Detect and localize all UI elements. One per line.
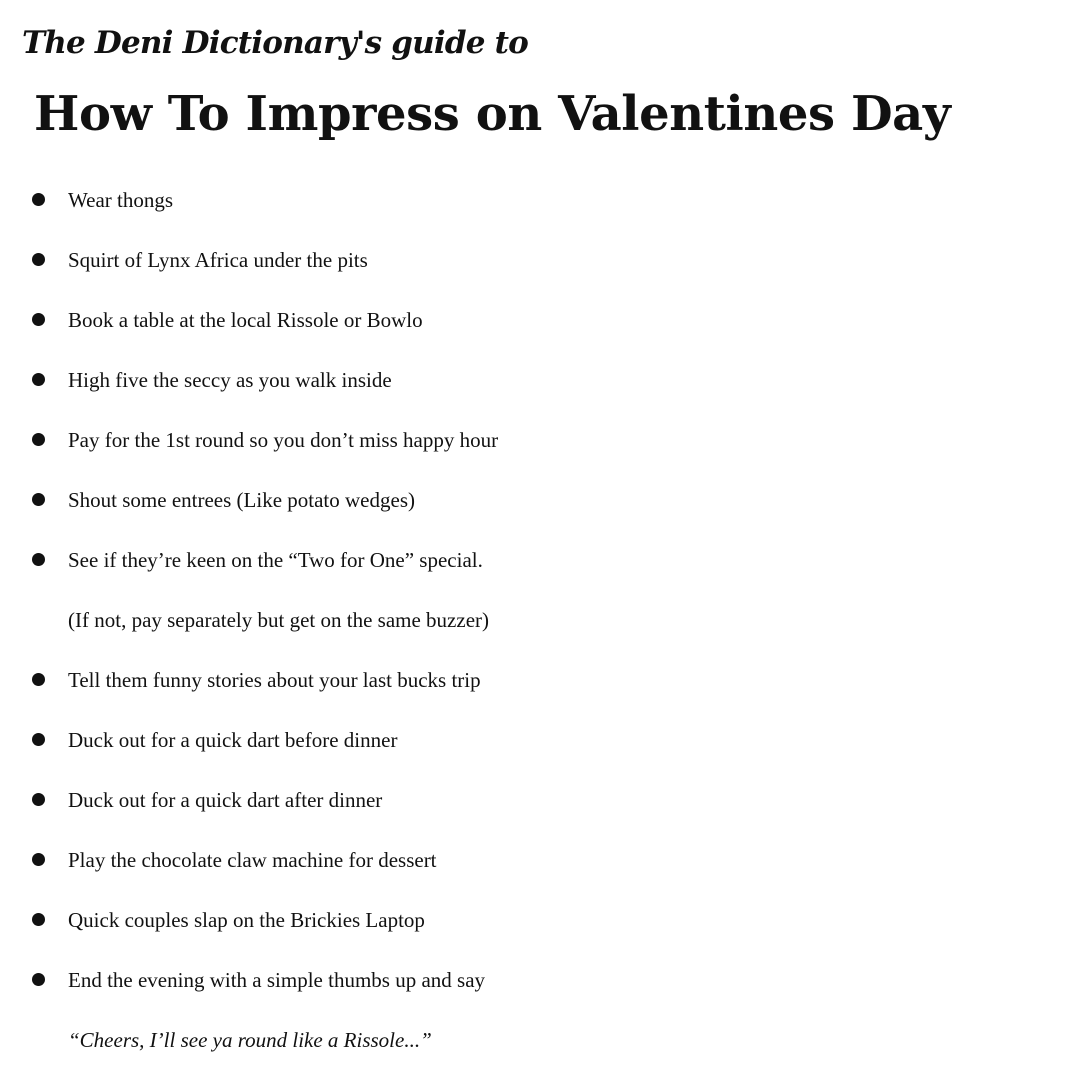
tip-item xyxy=(0,470,1080,530)
tip-text: Pay for the 1st round so you don’t miss happy hour xyxy=(68,428,499,452)
tip-text: Duck out for a quick dart after dinner xyxy=(68,788,383,812)
tip-text-continued: (If not, pay separately but get on the same buzzer) xyxy=(68,608,489,632)
guide-subtitle: The Deni Dictionary's guide to xyxy=(22,25,529,61)
tip-text: Shout some entrees (Like potato wedges) xyxy=(68,488,415,512)
tip-text: Tell them funny stories about your last bucks trip xyxy=(68,668,481,692)
page-title: How To Impress on Valentines Day xyxy=(34,86,951,142)
bullet-icon xyxy=(32,733,45,746)
tip-item xyxy=(0,830,1080,890)
bullet-icon xyxy=(32,673,45,686)
bullet-icon xyxy=(32,913,45,926)
tip-item xyxy=(0,950,1080,1070)
tip-item xyxy=(0,770,1080,830)
tip-text: Squirt of Lynx Africa under the pits xyxy=(68,248,368,272)
bullet-icon xyxy=(32,253,45,266)
tip-item xyxy=(0,650,1080,710)
closing-quote: “Cheers, I’ll see ya round like a Rissole...” xyxy=(68,1028,432,1052)
tip-text: Duck out for a quick dart before dinner xyxy=(68,728,398,752)
tip-item xyxy=(0,290,1080,350)
bullet-icon xyxy=(32,193,45,206)
tips-list xyxy=(0,170,1080,1070)
tip-text: Book a table at the local Rissole or Bowlo xyxy=(68,308,423,332)
bullet-icon xyxy=(32,853,45,866)
bullet-icon xyxy=(32,973,45,986)
bullet-icon xyxy=(32,373,45,386)
tip-text: See if they’re keen on the “Two for One” special. xyxy=(68,548,483,572)
tip-item xyxy=(0,710,1080,770)
tip-item xyxy=(0,230,1080,290)
tip-text: End the evening with a simple thumbs up and say xyxy=(68,968,486,992)
tip-text: Quick couples slap on the Brickies Laptop xyxy=(68,908,425,932)
tip-item xyxy=(0,890,1080,950)
bullet-icon xyxy=(32,493,45,506)
tip-item xyxy=(0,410,1080,470)
bullet-icon xyxy=(32,313,45,326)
bullet-icon xyxy=(32,433,45,446)
bullet-icon xyxy=(32,793,45,806)
tip-text: Play the chocolate claw machine for dessert xyxy=(68,848,437,872)
tip-text: Wear thongs xyxy=(68,188,174,212)
tip-item xyxy=(0,350,1080,410)
tip-text: High five the seccy as you walk inside xyxy=(68,368,392,392)
tip-item xyxy=(0,530,1080,650)
tip-item xyxy=(0,170,1080,230)
bullet-icon xyxy=(32,553,45,566)
